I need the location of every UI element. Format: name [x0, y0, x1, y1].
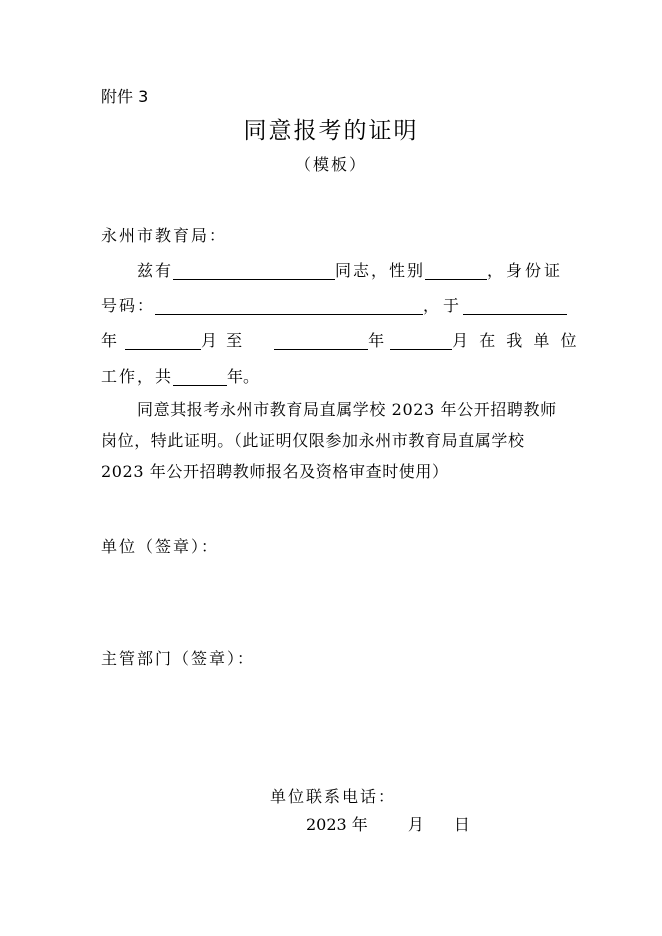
form-line-id-number: [101, 297, 561, 315]
start-year-blank[interactable]: [463, 298, 567, 315]
form-line-name-gender: [101, 261, 564, 280]
id-number-blank[interactable]: [155, 298, 423, 315]
attachment-label: 附件 3: [101, 87, 149, 106]
end-month-blank[interactable]: [390, 333, 452, 350]
line1-prefix: 兹有: [137, 261, 174, 280]
line2-prefix: 号码：: [101, 296, 156, 315]
form-line-work-years: [101, 368, 561, 386]
start-month-blank[interactable]: [125, 333, 201, 350]
line1-after-gender: ，身份证: [487, 261, 564, 280]
line3-tail: 月 在 我 单 位: [452, 331, 580, 350]
line3-year1: 年: [101, 331, 118, 350]
line4-prefix: 工作，共: [101, 367, 174, 386]
end-year-blank[interactable]: [274, 333, 368, 350]
date-month: 月: [407, 815, 424, 834]
date-day: 日: [453, 815, 470, 834]
department-signature-label: 主管部门（签章）：: [101, 649, 256, 668]
name-blank[interactable]: [173, 263, 335, 280]
date-line: [306, 817, 470, 833]
document-title: 同意报考的证明: [243, 118, 419, 144]
gender-blank[interactable]: [425, 263, 487, 280]
unit-signature-label: 单位（签章）：: [101, 537, 220, 556]
document-subtitle: （模板）: [294, 155, 367, 174]
form-line-period: [101, 331, 580, 350]
contact-phone-label: 单位联系电话：: [270, 787, 397, 806]
line2-after-id: ，于: [423, 296, 464, 315]
line3-month-to: 月 至: [201, 331, 245, 350]
addressee: 永州市教育局：: [101, 226, 228, 245]
line3-year2: 年: [368, 331, 385, 350]
work-years-blank[interactable]: [173, 369, 227, 386]
date-year: 2023 年: [306, 815, 368, 834]
consent-paragraph: 同意其报考永州市教育局直属学校 2023 年公开招聘教师岗位，特此证明。（此证明仅限参加永州市教育局直属学校 2023 年公开招聘教师报名及资格审查时使用）: [101, 400, 557, 481]
line1-after-name: 同志，性别: [335, 261, 426, 280]
line4-suffix: 年。: [227, 367, 260, 386]
